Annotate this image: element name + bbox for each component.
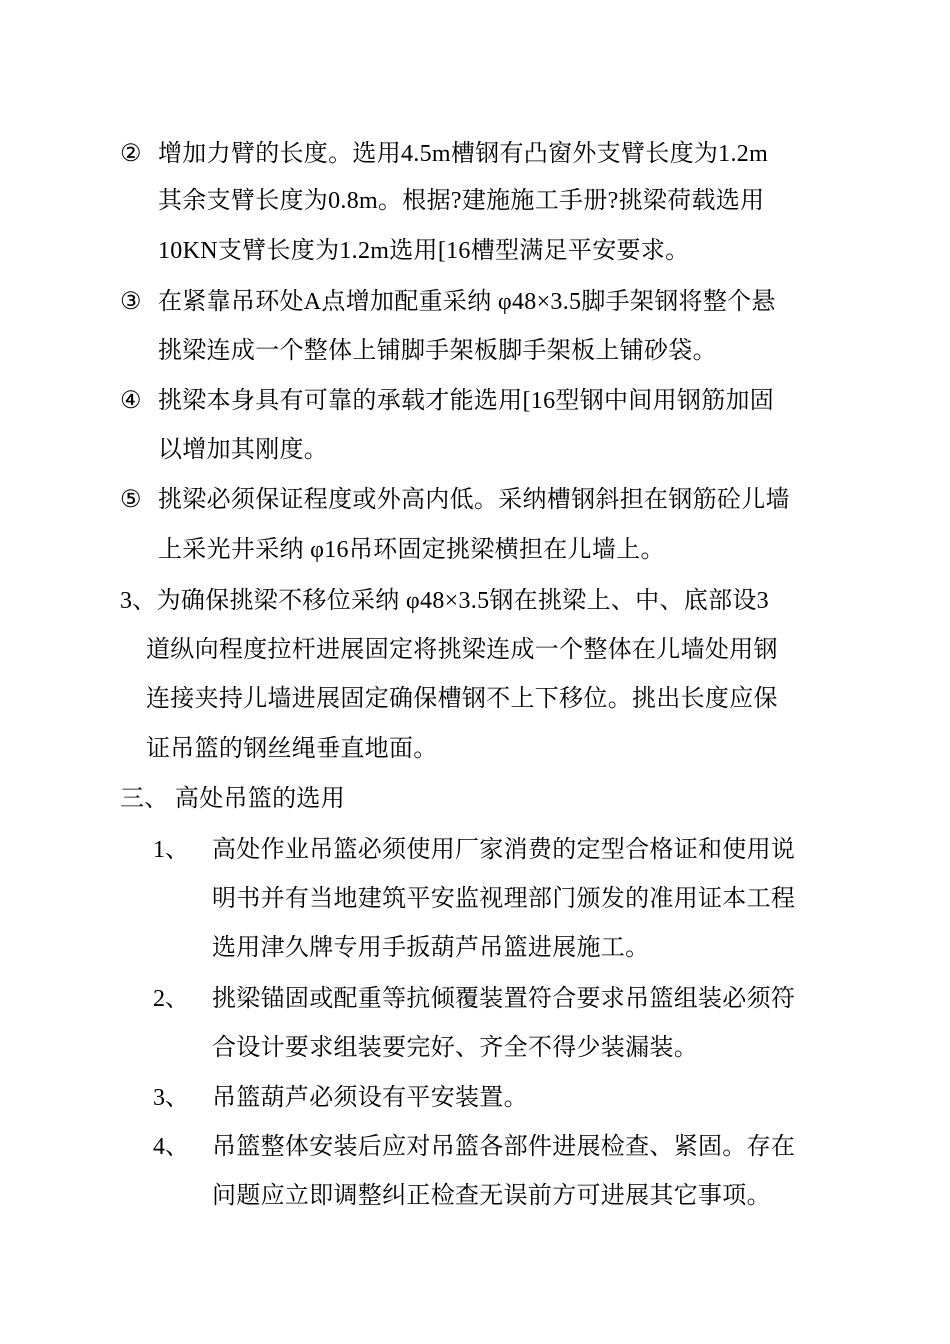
item-marker-4: ④ (120, 388, 142, 414)
section-item-1-line-3: 选用津久牌专用手扳葫芦吊篮进展施工。 (212, 935, 650, 961)
item-5-line-1: 挑梁必须保证程度或外高内低。采纳槽钢斜担在钢筋砼儿墙 (158, 487, 790, 513)
section-heading: 三、 高处吊篮的选用 (120, 786, 345, 812)
section-item-number-3: 3、 (153, 1085, 189, 1111)
item-3-para-line-1: 3、为确保挑梁不移位采纳 φ48×3.5钢在挑梁上、中、底部设3 (120, 588, 769, 614)
item-3-line-1: 在紧靠吊环处A点增加配重采纳 φ48×3.5脚手架钢将整个悬 (158, 289, 776, 315)
item-3-para-line-4: 证吊篮的钢丝绳垂直地面。 (146, 736, 438, 762)
item-marker-3: ③ (120, 289, 142, 315)
section-item-4-line-2: 问题应立即调整纠正检查无误前方可进展其它事项。 (212, 1183, 771, 1209)
item-3-para-line-3: 连接夹持儿墙进展固定确保槽钢不上下移位。挑出长度应保 (146, 686, 778, 712)
item-2-line-1: 增加力臂的长度。选用4.5m槽钢有凸窗外支臂长度为1.2m (158, 141, 769, 167)
item-5-line-2: 上采光井采纳 φ16吊环固定挑梁横担在儿墙上。 (158, 537, 665, 563)
section-item-3-line-1: 吊篮葫芦必须设有平安装置。 (212, 1085, 528, 1111)
item-3-line-2: 挑梁连成一个整体上铺脚手架板脚手架板上铺砂袋。 (158, 338, 717, 364)
item-2-line-3: 10KN支臂长度为1.2m选用[16槽型满足平安要求。 (158, 238, 690, 264)
section-item-number-4: 4、 (153, 1134, 189, 1160)
item-marker-5: ⑤ (120, 487, 142, 513)
section-item-number-1: 1、 (153, 837, 189, 863)
section-item-number-2: 2、 (153, 986, 189, 1012)
section-item-2-line-1: 挑梁锚固或配重等抗倾覆装置符合要求吊篮组装必须符 (212, 986, 796, 1012)
section-item-4-line-1: 吊篮整体安装后应对吊篮各部件进展检查、紧固。存在 (212, 1134, 796, 1160)
item-4-line-2: 以增加其刚度。 (158, 437, 329, 463)
item-3-para-line-2: 道纵向程度拉杆进展固定将挑梁连成一个整体在儿墙处用钢 (146, 637, 778, 663)
item-marker-2: ② (120, 141, 142, 167)
section-item-1-line-1: 高处作业吊篮必须使用厂家消费的定型合格证和使用说 (212, 837, 796, 863)
section-item-1-line-2: 明书并有当地建筑平安监视理部门颁发的准用证本工程 (212, 886, 796, 912)
section-item-2-line-2: 合设计要求组装要完好、齐全不得少装漏装。 (212, 1035, 698, 1061)
item-2-line-2: 其余支臂长度为0.8m。根据?建施施工手册?挑梁荷载选用 (158, 188, 765, 214)
item-4-line-1: 挑梁本身具有可靠的承载才能选用[16型钢中间用钢筋加固 (158, 388, 775, 414)
